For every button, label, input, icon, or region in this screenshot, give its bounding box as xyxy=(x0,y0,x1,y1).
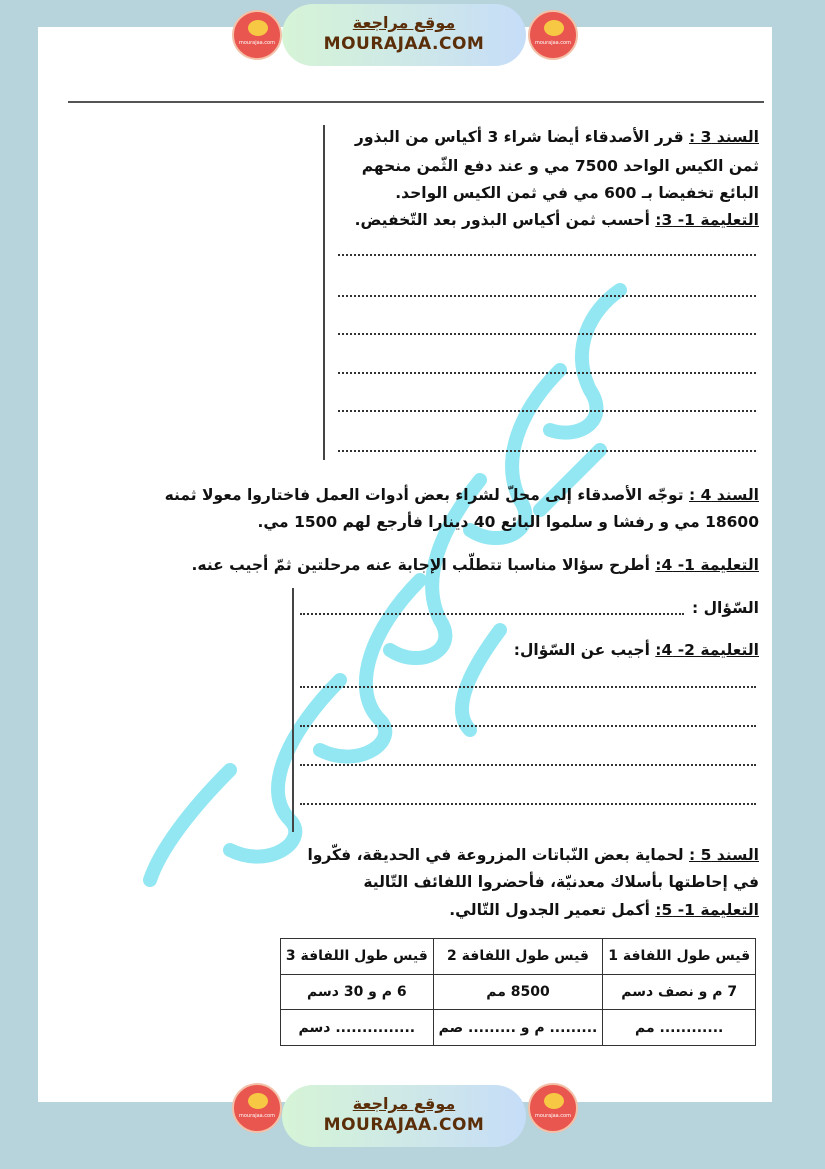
answer-line[interactable] xyxy=(338,295,756,297)
section4-line2: 18600 مي و رفشا و سلموا البائع 40 دينارا فأرجع لهم 1500 مي. xyxy=(257,513,759,531)
question-answer-line[interactable] xyxy=(300,613,684,615)
section4-instruction2: التعليمة 2- 4: أجيب عن السّؤال: xyxy=(513,641,759,659)
brand-logo-right-icon: mourajaa.com xyxy=(528,10,578,60)
brand-logo-left-icon: mourajaa.com xyxy=(232,1083,282,1133)
rolls-length-table xyxy=(280,938,756,1046)
table-header-row xyxy=(281,939,756,975)
table-header-cell: قيس طول اللفافة 2 xyxy=(433,939,603,975)
answer-line[interactable] xyxy=(300,764,756,766)
table-fill-cell[interactable]: ............... دسم xyxy=(281,1010,434,1046)
answer-line[interactable] xyxy=(300,803,756,805)
section3-margin-line xyxy=(323,125,325,460)
table-cell: 7 م و نصف دسم xyxy=(603,974,756,1010)
section3-line2: ثمن الكيس الواحد 7500 مي و عند دفع الثّمن منحهم xyxy=(361,157,759,175)
site-name-english: MOURAJAA.COM xyxy=(323,1115,485,1135)
site-banner-bottom[interactable] xyxy=(282,1085,526,1147)
answer-line[interactable] xyxy=(300,686,756,688)
table-cell: 6 م و 30 دسم xyxy=(281,974,434,1010)
section3-line3: البائع تخفيضا بـ 600 مي في ثمن الكيس الواحد. xyxy=(395,184,759,202)
table-cell: 8500 مم xyxy=(433,974,603,1010)
brand-logo-left-icon: mourajaa.com xyxy=(232,10,282,60)
answer-line[interactable] xyxy=(338,372,756,374)
section5-instruction: التعليمة 1- 5: أكمل تعمير الجدول التّالي. xyxy=(449,901,759,919)
section4-line1: السند 4 : توجّه الأصدقاء إلى محلّ لشراء بعض أدوات العمل فاختاروا معولا ثمنه xyxy=(164,486,759,504)
section5-heading: السند 5 : xyxy=(689,846,759,864)
table-header-cell: قيس طول اللفافة 3 xyxy=(281,939,434,975)
section4-instruction1-label: التعليمة 1- 4: xyxy=(655,556,759,574)
header-divider xyxy=(68,101,764,103)
section3-heading: السند 3 : xyxy=(689,128,759,146)
answer-line[interactable] xyxy=(300,725,756,727)
brand-logo-right-icon: mourajaa.com xyxy=(528,1083,578,1133)
answer-line[interactable] xyxy=(338,450,756,452)
section5-line2: في إحاطتها بأسلاك معدنيّة، فأحضروا اللفائف التّالية xyxy=(363,873,759,891)
section5-line1: السند 5 : لحماية بعض النّباتات المزروعة في الحديقة، فكّروا xyxy=(307,846,759,864)
section3-instruction: التعليمة 1- 3: أحسب ثمن أكياس البذور بعد التّخفيض. xyxy=(354,211,759,229)
table-fill-cell[interactable]: ......... م و ......... صم xyxy=(433,1010,603,1046)
section4-instruction2-label: التعليمة 2- 4: xyxy=(655,641,759,659)
table-row xyxy=(281,974,756,1010)
site-banner-top[interactable] xyxy=(282,4,526,66)
section4-heading: السند 4 : xyxy=(689,486,759,504)
table-fill-cell[interactable]: ............ مم xyxy=(603,1010,756,1046)
site-name-english: MOURAJAA.COM xyxy=(323,34,485,54)
answer-line[interactable] xyxy=(338,333,756,335)
answer-line[interactable] xyxy=(338,410,756,412)
section5-instruction-label: التعليمة 1- 5: xyxy=(655,901,759,919)
section4-margin-line xyxy=(292,588,294,832)
site-name-arabic: موقع مراجعة xyxy=(352,1094,456,1113)
question-label: السّؤال : xyxy=(692,599,759,617)
section3-instruction-label: التعليمة 1- 3: xyxy=(655,211,759,229)
section4-instruction1: التعليمة 1- 4: أطرح سؤالا مناسبا تتطلّب الإجابة عنه مرحلتين ثمّ أجيب عنه. xyxy=(191,556,759,574)
table-header-cell: قيس طول اللفافة 1 xyxy=(603,939,756,975)
table-row[interactable] xyxy=(281,1010,756,1046)
answer-line[interactable] xyxy=(338,254,756,256)
section3-line1: السند 3 : قرر الأصدقاء أيضا شراء 3 أكياس من البذور xyxy=(354,128,759,146)
site-name-arabic: موقع مراجعة xyxy=(352,13,456,32)
